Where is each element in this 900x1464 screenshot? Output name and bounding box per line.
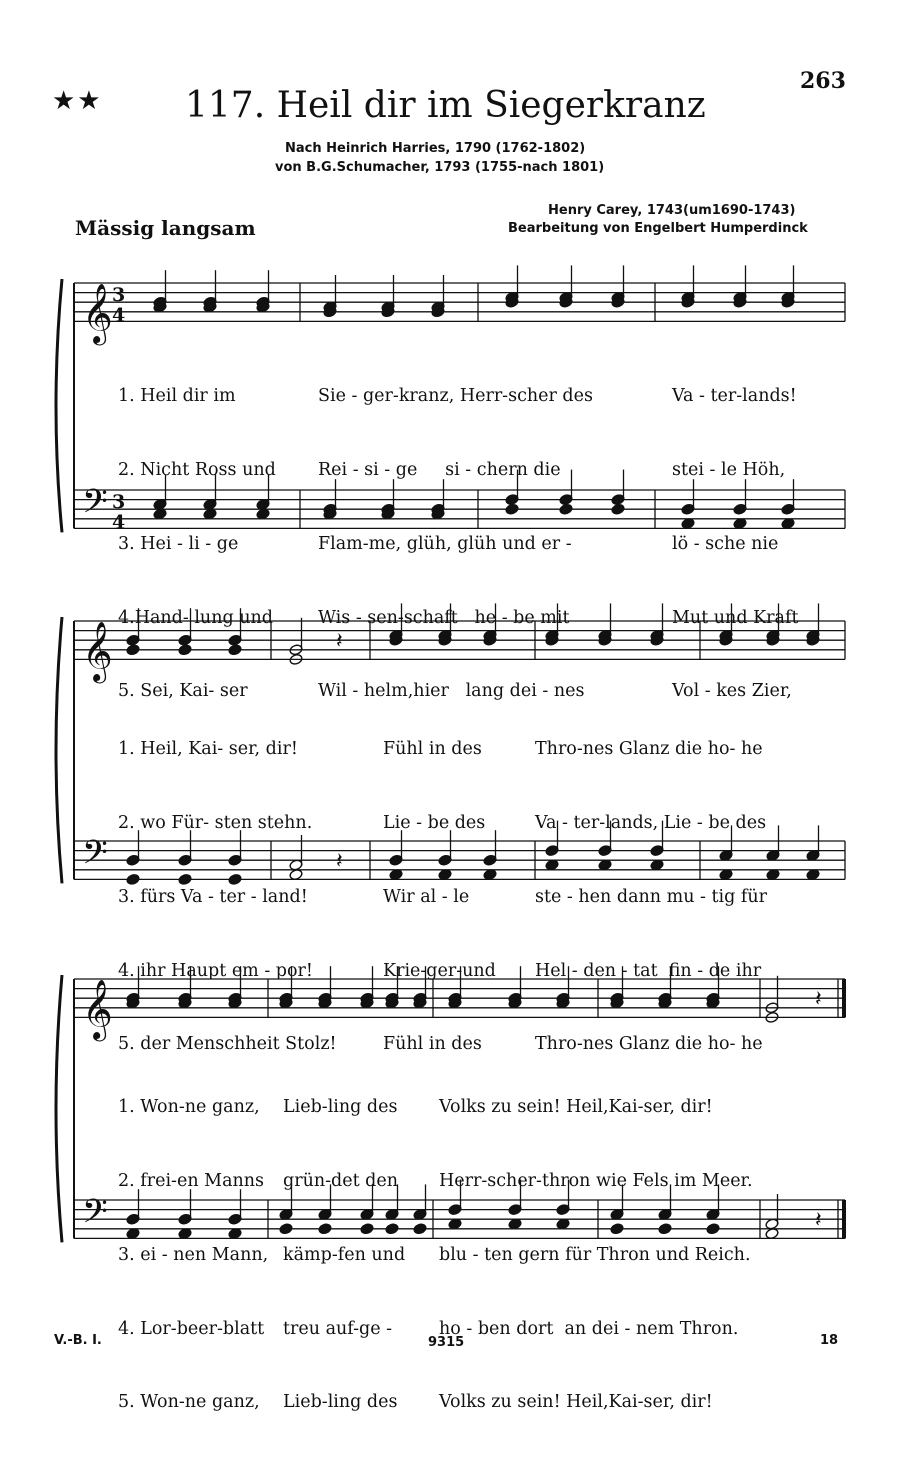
verse-line: Vol - kes Zier, xyxy=(672,681,792,702)
verse-line: 5. Won-ne ganz, xyxy=(118,1392,260,1413)
bass-clef-icon: 𝄢 xyxy=(82,833,108,880)
verse-line: 3. Hei - li - ge xyxy=(118,533,239,554)
note-head xyxy=(413,1223,427,1235)
verse-line: Volks zu sein! Heil,Kai-ser, dir! xyxy=(439,1097,713,1118)
verse-line: 3. ei - nen Mann, xyxy=(118,1244,269,1265)
difficulty-stars: ★★ xyxy=(52,86,103,116)
verse-line: Wil - helm,hier lang dei - nes xyxy=(318,681,585,702)
system-brace xyxy=(56,617,62,883)
verse-line: ho - ben dort an dei - nem Thron. xyxy=(439,1318,739,1339)
verse-line: Volks zu sein! Heil,Kai-ser, dir! xyxy=(439,1392,713,1413)
quarter-rest-icon: 𝄽 xyxy=(336,629,343,655)
quarter-rest-icon: 𝄽 xyxy=(336,849,343,875)
quarter-rest-icon: 𝄽 xyxy=(815,987,822,1013)
verse-line: 4. Lor-beer-blatt xyxy=(118,1318,265,1339)
footer-plate-number: 9315 xyxy=(428,1335,465,1350)
system-3-lyrics-mid xyxy=(283,1046,405,1464)
time-signature-top: 3 xyxy=(112,491,126,514)
verse-line: Thro-nes Glanz die ho- he xyxy=(535,1034,763,1055)
system-2-lyrics-end xyxy=(535,688,767,1106)
final-bar-thick xyxy=(842,979,846,1017)
music-credit-line-1: Henry Carey, 1743(um1690-1743) xyxy=(548,203,796,218)
verse-line: Flam-me, glüh, glüh und er - xyxy=(318,533,572,554)
verse-line: Lieb-ling des xyxy=(283,1097,398,1118)
verse-line: Va - ter-lands, Lie - be des xyxy=(535,812,767,833)
verse-line: Fühl in des xyxy=(383,1034,482,1055)
hymn-title: 117. Heil dir im Siegerkranz xyxy=(185,85,706,126)
text-credit-line-2: von B.G.Schumacher, 1793 (1755-nach 1801) xyxy=(275,160,605,175)
verse-line: stei - le Höh, xyxy=(672,459,786,480)
bass-clef-icon: 𝄢 xyxy=(82,1192,108,1239)
verse-line: lö - sche nie xyxy=(672,533,779,554)
time-signature-top: 3 xyxy=(112,284,126,307)
verse-line: Va - ter-lands! xyxy=(672,386,797,407)
verse-line: 4. ihr Haupt em - por! xyxy=(118,960,313,981)
verse-line: Wir al - le xyxy=(383,886,470,907)
verse-line: Hel - den - tat fin - de ihr xyxy=(535,960,762,981)
page-number: 263 xyxy=(800,68,846,94)
verse-line: Rei - si - ge si - chern die xyxy=(318,459,561,480)
system-brace xyxy=(56,279,62,532)
verse-line: grün-det den xyxy=(283,1170,399,1191)
treble-clef-icon: 𝄞 xyxy=(82,979,113,1040)
footer-right: 18 xyxy=(820,1333,839,1348)
verse-line: Herr-scher-thron wie Fels im Meer. xyxy=(439,1170,753,1191)
footer-left: V.-B. I. xyxy=(54,1333,102,1348)
verse-line: Thro-nes Glanz die ho- he xyxy=(535,739,763,760)
quarter-rest-icon: 𝄽 xyxy=(815,1208,822,1234)
treble-clef-icon: 𝄞 xyxy=(82,621,113,682)
time-signature-bottom: 4 xyxy=(112,511,126,534)
time-signature-bottom: 4 xyxy=(112,304,126,327)
verse-line: Wis - sen-schaft he - be mit xyxy=(318,607,570,628)
verse-line: 5. der Menschheit Stolz! xyxy=(118,1034,337,1055)
verse-line: 1. Won-ne ganz, xyxy=(118,1097,260,1118)
verse-line: 3. fürs Va - ter - land! xyxy=(118,886,308,907)
verse-line: Sie - ger-kranz, Herr-scher des xyxy=(318,386,593,407)
note-head xyxy=(611,503,625,515)
verse-line: 2. Nicht Ross und xyxy=(118,459,276,480)
text-credit-line-1: Nach Heinrich Harries, 1790 (1762-1802) xyxy=(285,141,586,156)
verse-line: treu auf-ge - xyxy=(283,1318,393,1339)
verse-line: Mut und Kraft xyxy=(672,607,799,628)
verse-line: blu - ten gern für Thron und Reich. xyxy=(439,1244,751,1265)
verse-line: ste - hen dann mu - tig für xyxy=(535,886,768,907)
verse-line: Lieb-ling des xyxy=(283,1392,398,1413)
system-brace xyxy=(56,975,62,1242)
system-2-lyrics xyxy=(118,688,337,1106)
verse-line: kämp-fen und xyxy=(283,1244,406,1265)
music-credit-line-2: Bearbeitung von Engelbert Humperdinck xyxy=(508,221,808,236)
tempo-marking: Mässig langsam xyxy=(75,216,256,240)
verse-line: 1. Heil dir im xyxy=(118,386,236,407)
bass-clef-icon: 𝄢 xyxy=(82,482,108,529)
verse-line: 2. wo Für- sten stehn. xyxy=(118,812,313,833)
verse-line: 1. Heil, Kai- ser, dir! xyxy=(118,739,298,760)
verse-line: Fühl in des xyxy=(383,739,482,760)
verse-line: Lie - be des xyxy=(383,812,486,833)
final-bar-thick xyxy=(842,1200,846,1238)
system-3-lyrics xyxy=(118,1046,268,1464)
system-2-lyrics-mid xyxy=(383,688,496,1106)
verse-line: 5. Sei, Kai- ser xyxy=(118,681,248,702)
verse-line: Krie-ger-und xyxy=(383,960,496,981)
verse-line: 2. frei-en Manns xyxy=(118,1170,265,1191)
system-3-lyrics-end xyxy=(439,1046,753,1464)
treble-clef-icon: 𝄞 xyxy=(82,283,113,344)
verse-line: 4.Hand- lung und xyxy=(118,607,273,628)
